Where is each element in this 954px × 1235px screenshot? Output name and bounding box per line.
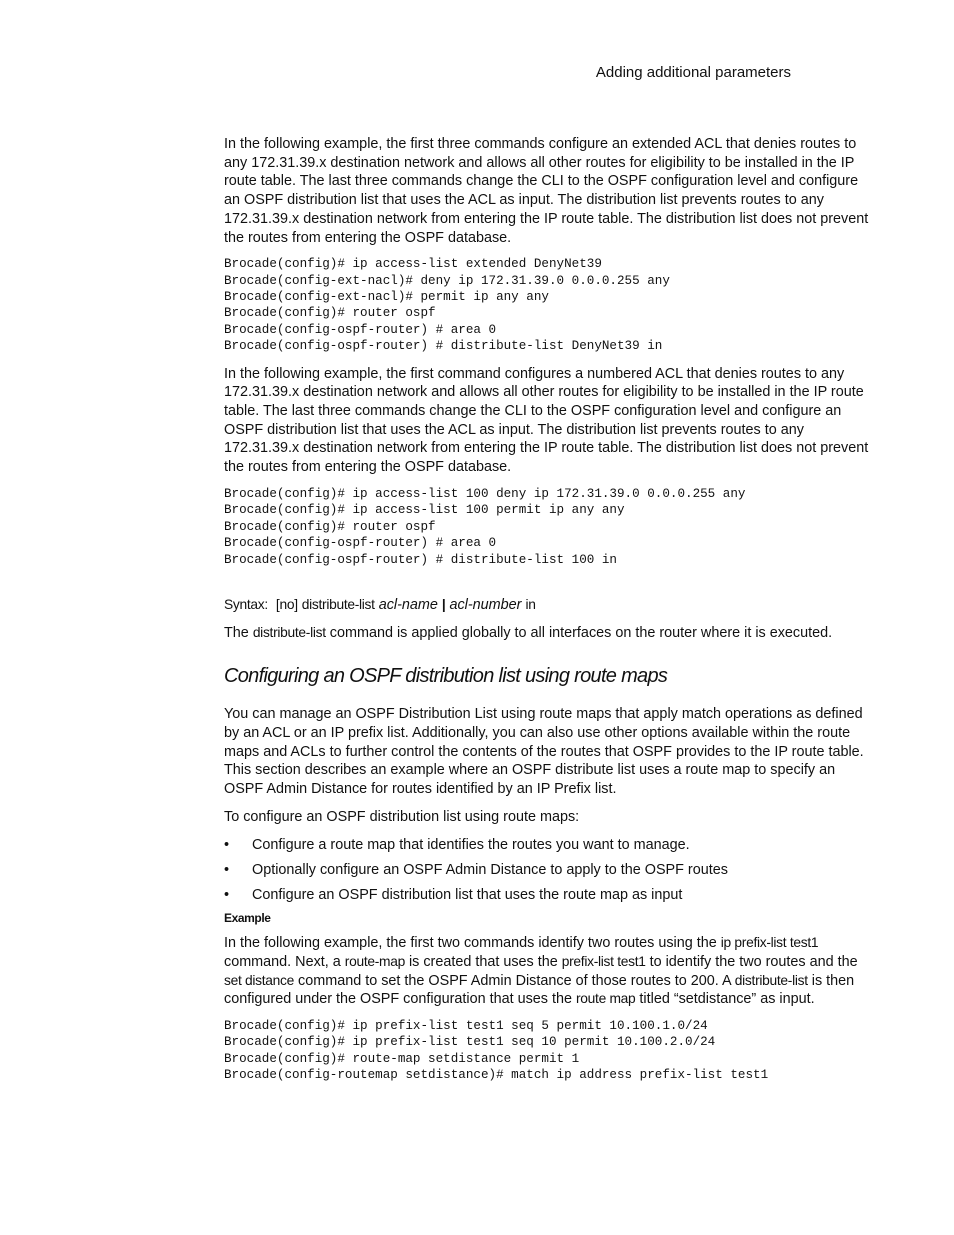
list-item-text: Optionally configure an OSPF Admin Distance to apply to the OSPF routes [252,861,728,878]
code-block-numbered-acl: Brocade(config)# ip access-list 100 deny ip 172.31.39.0 0.0.0.255 any Brocade(config)# ip access-list 100 permit ip any any Brocade(config)# router ospf Brocade(config-ospf-router) # area 0 Brocade(config-ospf-router) # distribute-list 100 in [224,486,746,567]
bullet-icon: • [224,861,230,878]
inline-command: ip prefix-list test1 [720,935,819,951]
paragraph-route-maps-intro: You can manage an OSPF Distribution List using route maps that apply match operations as defined by an ACL or an IP prefix list. Additionally, you can also use other options available within the route maps and ACLs to further control the contents of the routes that OSPF provides to the IP route table. This section describes an example where an OSPF distribute list uses a route map to specify an OSPF Admin Distance for routes identified by an IP Prefix list. [224,706,864,798]
list-item-text: Configure an OSPF distribution list that uses the route map as input [252,886,683,903]
list-item [224,836,869,855]
inline-command: distribute-list [252,624,326,640]
bullet-icon: • [224,836,230,853]
text-fragment: command is applied globally to all interfaces on the router where it is executed. [329,624,833,641]
text-fragment: command. Next, a [224,953,341,970]
running-header: Adding additional parameters [595,64,791,81]
syntax-separator: | [441,596,446,612]
text-fragment: In the following example, the first two commands identify two routes using the [224,935,717,952]
syntax-no-option: [no] [275,596,298,612]
bullet-icon: • [224,886,230,903]
inline-command: set distance [224,972,295,988]
paragraph-extended-acl-example: In the following example, the first three commands configure an extended ACL that denies routes to any 172.31.39.x destination network and allows all other routes for eligibility to be installed in the IP route table. The last three commands change the CLI to the OSPF configuration level and configure an OSPF distribution list that uses the ACL as input. The distribution list prevents routes to any 172.31.39.x destination network from entering the IP route table. The distribution list does not prevent the routes from entering the OSPF database. [224,136,869,246]
list-item [224,861,869,880]
text-fragment: command to set the OSPF Admin Distance of those routes to 200. A [298,972,731,989]
text-fragment: to identify the two routes and the [649,953,858,970]
list-item-text: Configure a route map that identifies the routes you want to manage. [252,836,690,853]
syntax-label: Syntax: [224,596,268,612]
text-fragment: titled “setdistance” as input. [639,991,815,1008]
syntax-suffix: in [525,596,536,612]
syntax-arg-acl-number: acl-number [449,596,522,613]
code-block-route-map: Brocade(config)# ip prefix-list test1 seq 5 permit 10.100.1.0/24 Brocade(config)# ip prefix-list test1 seq 10 permit 10.100.2.0/24 Brocade(config)# route-map setdistance permit 1 Brocade(config-routemap setdistance)# match ip address prefix-list test1 [224,1018,769,1083]
text-fragment: is created that uses the [408,953,558,970]
inline-command: distribute-list [734,972,808,988]
text-fragment: is then configured under the OSPF configuration that uses the [224,972,855,1008]
syntax-command: distribute-list [301,596,375,612]
paragraph-distribute-list-scope [224,624,869,643]
bullet-list [224,836,869,905]
paragraph-numbered-acl-example: In the following example, the first command configures a numbered ACL that denies routes to any 172.31.39.x destination network and allows all other routes for eligibility to be installed in the IP route table. The last three commands change the CLI to the OSPF configuration level and configure an OSPF distribution list that uses the ACL as input. The distribution list prevents routes to any 172.31.39.x destination network from entering the IP route table. The distribution list does not prevent the routes from entering the OSPF database. [224,365,869,476]
syntax-arg-acl-name: acl-name [378,596,438,613]
text-fragment: The [224,624,249,641]
code-block-extended-acl: Brocade(config)# ip access-list extended DenyNet39 Brocade(config-ext-nacl)# deny ip 172.31.39.0 0.0.0.255 any Brocade(config-ext-nacl)# permit ip any any Brocade(config)# router ospf Brocade(config-ospf-router) # area 0 Brocade(config-ospf-router) # distribute-list DenyNet39 in [224,257,670,354]
inline-command: route map [576,991,636,1007]
inline-command: route-map [344,953,405,969]
inline-command: prefix-list test1 [561,953,646,969]
page-content [224,135,869,1094]
paragraph-procedure-intro: To configure an OSPF distribution list using route maps: [224,808,580,825]
syntax-line [224,596,869,615]
section-heading: Configuring an OSPF distribution list using route maps [224,665,668,688]
paragraph-route-map-example [224,934,869,1009]
example-label: Example [224,911,271,926]
list-item [224,886,869,905]
